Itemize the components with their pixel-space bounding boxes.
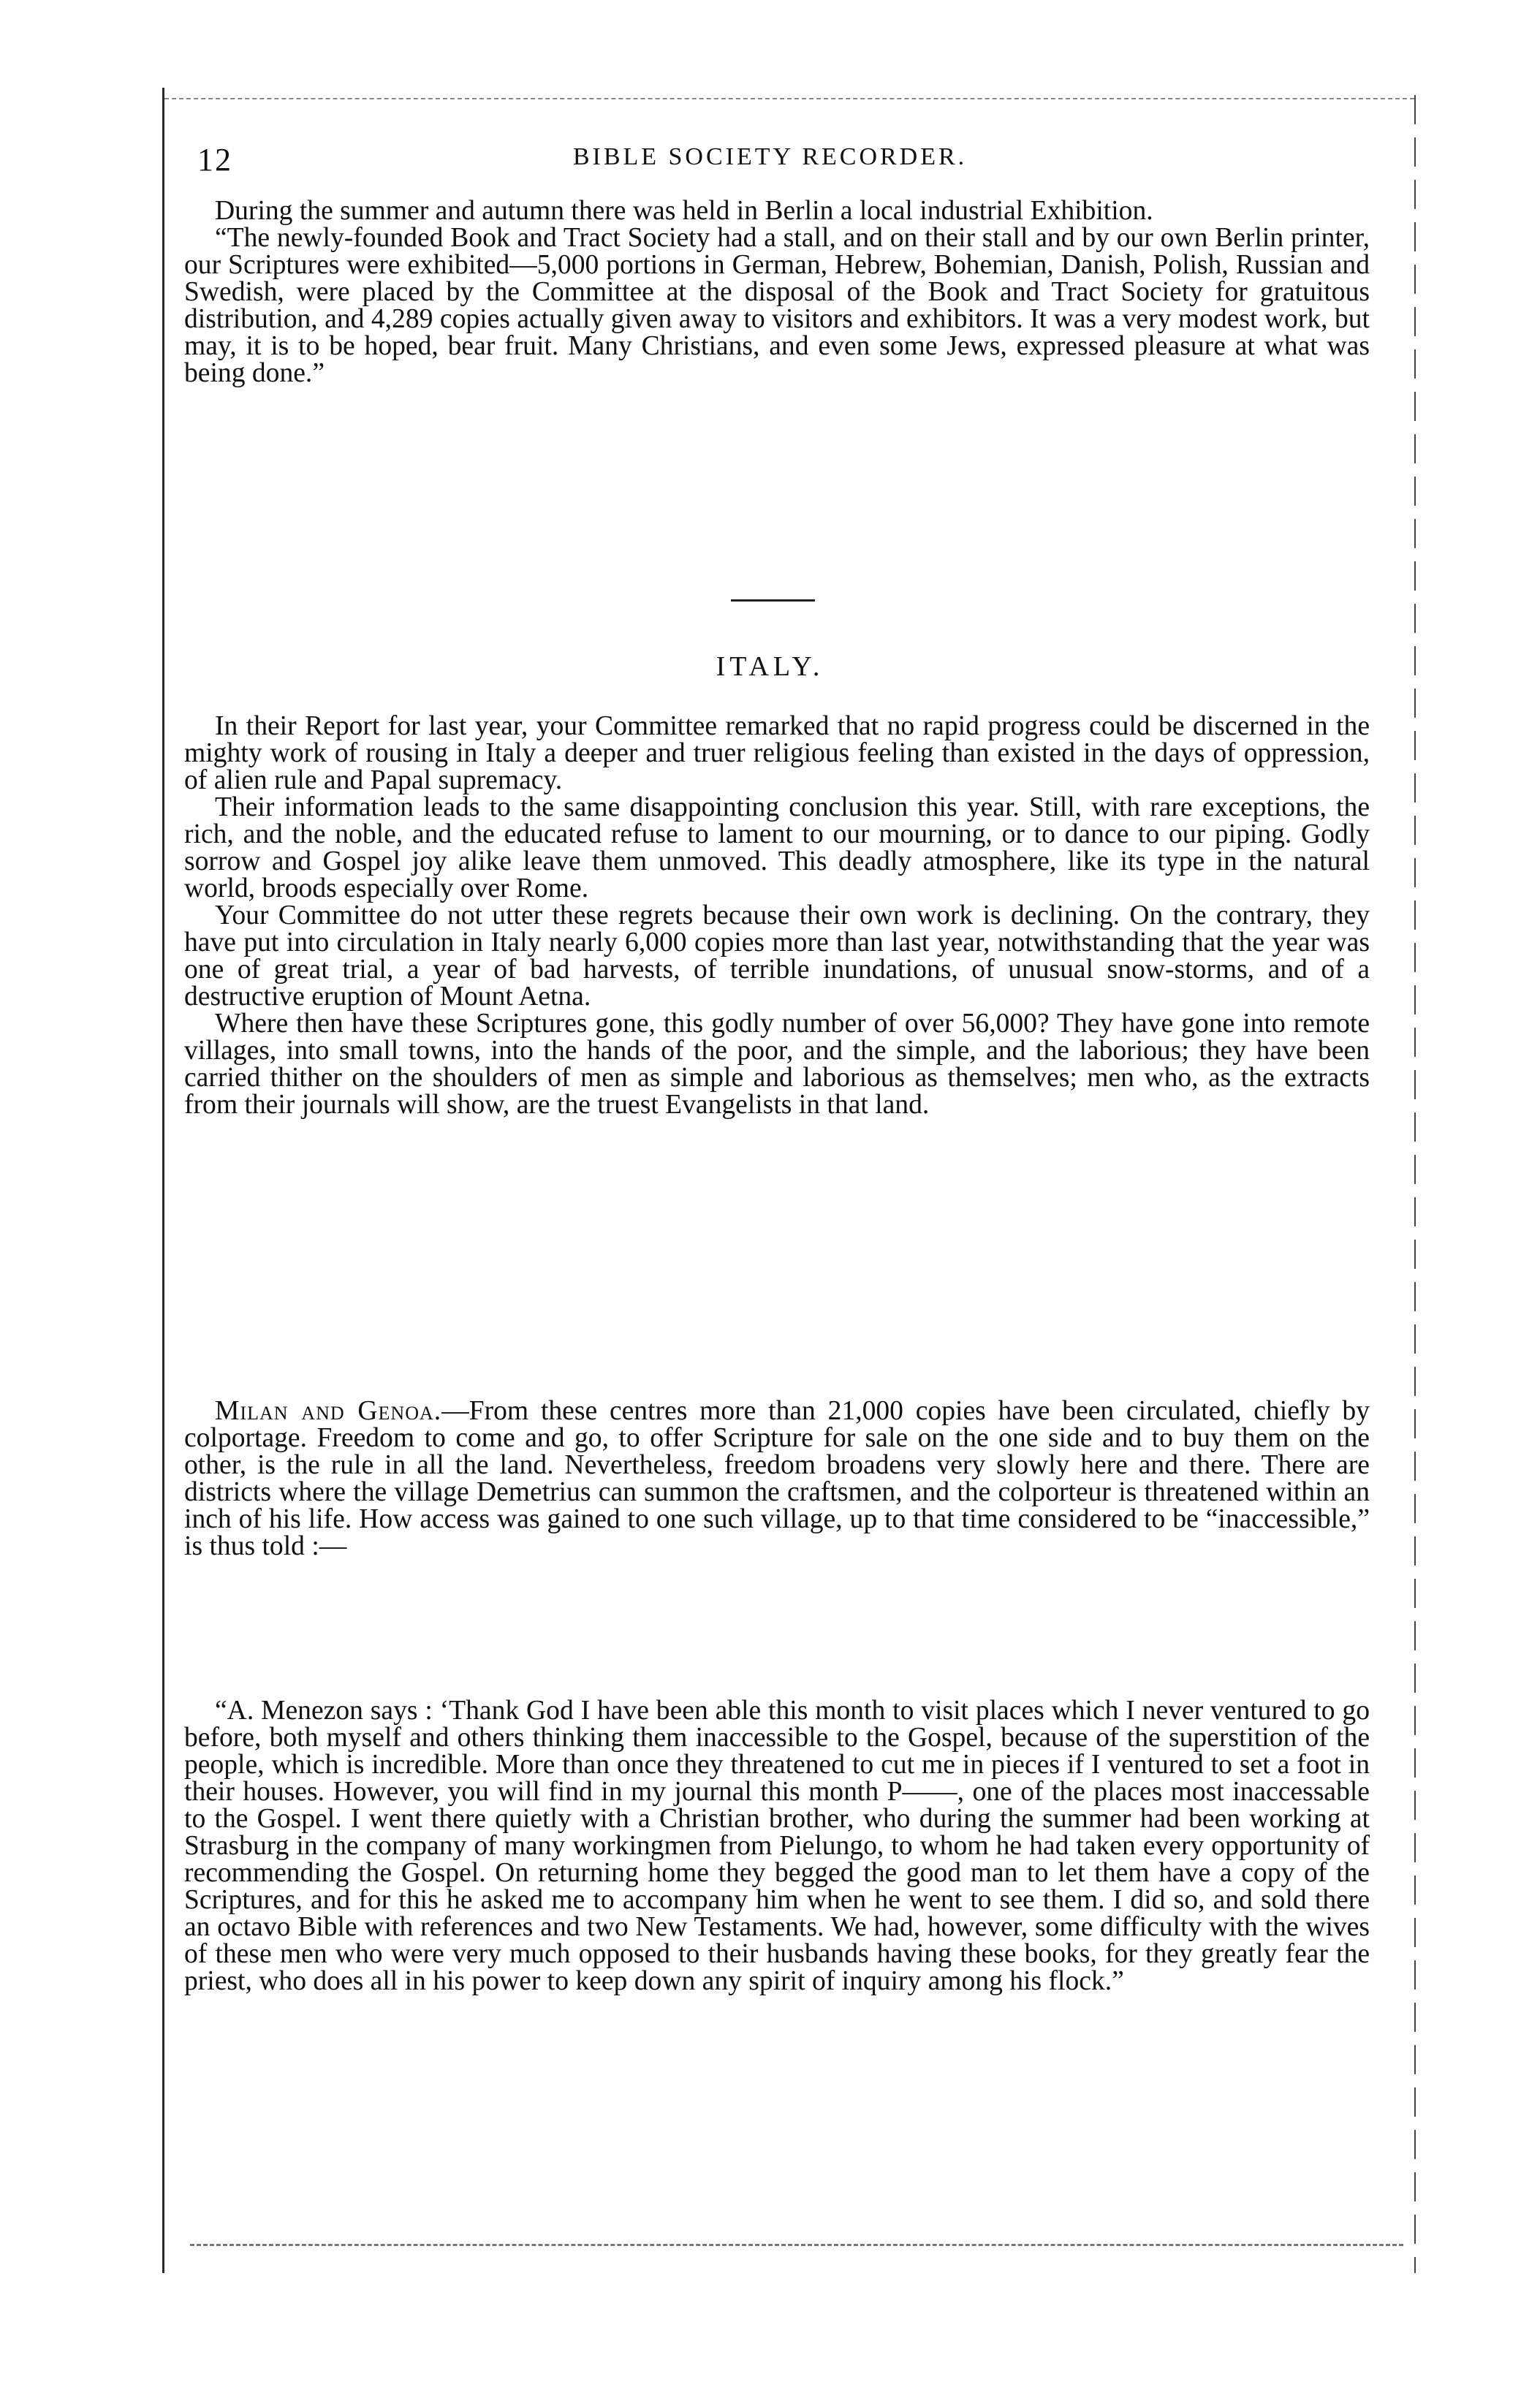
berlin-quote-paragraph: “The newly-founded Book and Tract Society had a stall, and on their stall and by our own Berlin printer, our Scriptures were exhibited—5,000 portions in German, Hebrew, Bohemian, Danish, Polish, Russian and Swedish, were placed by the Committee at the disposal of the Book and Tract Society for gratuitous distribution, and 4,289 copies actually given away to visitors and exhibitors. It was a very modest work, but may, it is to be hoped, bear fruit. Many Christians, and even some Jews, expressed pleasure at what was being done.” [184,223,1370,388]
section-heading-italy: ITALY. [716,651,824,682]
menezon-quote-section [184,1697,1370,1995]
italy-paragraph-1: In their Report for last year, your Committee remarked that no rapid progress could be discerned in the mighty work of rousing in Italy a deeper and truer religious feeling than existed in the days of oppression, of alien rule and Papal supremacy. [184,711,1370,795]
italy-paragraph-3: Your Committee do not utter these regrets because their own work is declining. On the contrary, they have put into circulation in Italy nearly 6,000 copies more than last year, notwithstanding that the year was one of great trial, a year of bad harvests, of terrible inundations, of unusual snow-storms, and of a destructive eruption of Mount Aetna. [184,900,1370,1012]
right-margin-rule [1414,95,1416,2273]
berlin-section [184,197,1370,387]
running-title: BIBLE SOCIETY RECORDER. [572,143,968,170]
milan-genoa-sidehead: Milan and Genoa. [215,1396,442,1426]
milan-genoa-section [184,1397,1370,1560]
italy-paragraph-2: Their information leads to the same disappointing conclusion this year. Still, with rare exceptions, the rich, and the noble, and the educated refuse to lament to our mourning, or to dance to our piping. Godly sorrow and Gospel joy alike leave them unmoved. This deadly atmosphere, like its type in the natural world, broods especially over Rome. [184,792,1370,903]
milan-genoa-paragraph [184,1397,1370,1560]
page-number: 12 [197,142,232,178]
top-edge-rule [164,98,1414,99]
bottom-edge-rule [190,2244,1403,2246]
berlin-paragraph-1: During the summer and autumn there was held in Berlin a local industrial Exhibition. [215,196,1153,226]
section-divider [731,599,815,602]
italy-paragraph-4: Where then have these Scriptures gone, this godly number of over 56,000? They have gone into remote villages, into small towns, into the hands of the poor, and the simple, and the laborious; they have been carried thither on the shoulders of men as simple and laborious as themselves; men who, as the extracts from their journals will show, are the truest Evangelists in that land. [184,1009,1370,1120]
left-margin-rule [162,88,164,2273]
menezon-quote-paragraph: “A. Menezon says : ‘Thank God I have been able this month to visit places which I never ventured to go before, both myself and others thinking them inaccessible to the Gospel, because of the superstition of the people, which is incredible. More than once they threatened to cut me in pieces if I ventured to set a foot in their houses. However, you will find in my journal this month P——, one of the places most inaccessable to the Gospel. I went there quietly with a Christian brother, who during the summer had been working at Strasburg in the company of many workingmen from Pielungo, to whom he had taken every opportunity of recommending the Gospel. On returning home they begged the good man to let them have a copy of the Scriptures, and for this he asked me to accompany him when he went to see them. I did so, and sold there an octavo Bible with references and two New Testaments. We had, however, some difficulty with the wives of these men who were very much opposed to their husbands having these books, for they greatly fear the priest, who does all in his power to keep down any spirit of inquiry among his flock.” [184,1696,1370,1996]
milan-genoa-text: —From these centres more than 21,000 copies have been circulated, chiefly by colportage. Freedom to come and go, to offer Scripture for sale on the one side and to buy them on the other, is the rule in all the land. Nevertheless, freedom broadens very slowly here and there. There are districts where the village Demetrius can summon the craftsmen, and the colporteur is threatened within an inch of his life. How access was gained to one such village, up to that time considered to be “inaccessible,” is thus told :— [184,1396,1370,1561]
italy-section [184,713,1370,1118]
